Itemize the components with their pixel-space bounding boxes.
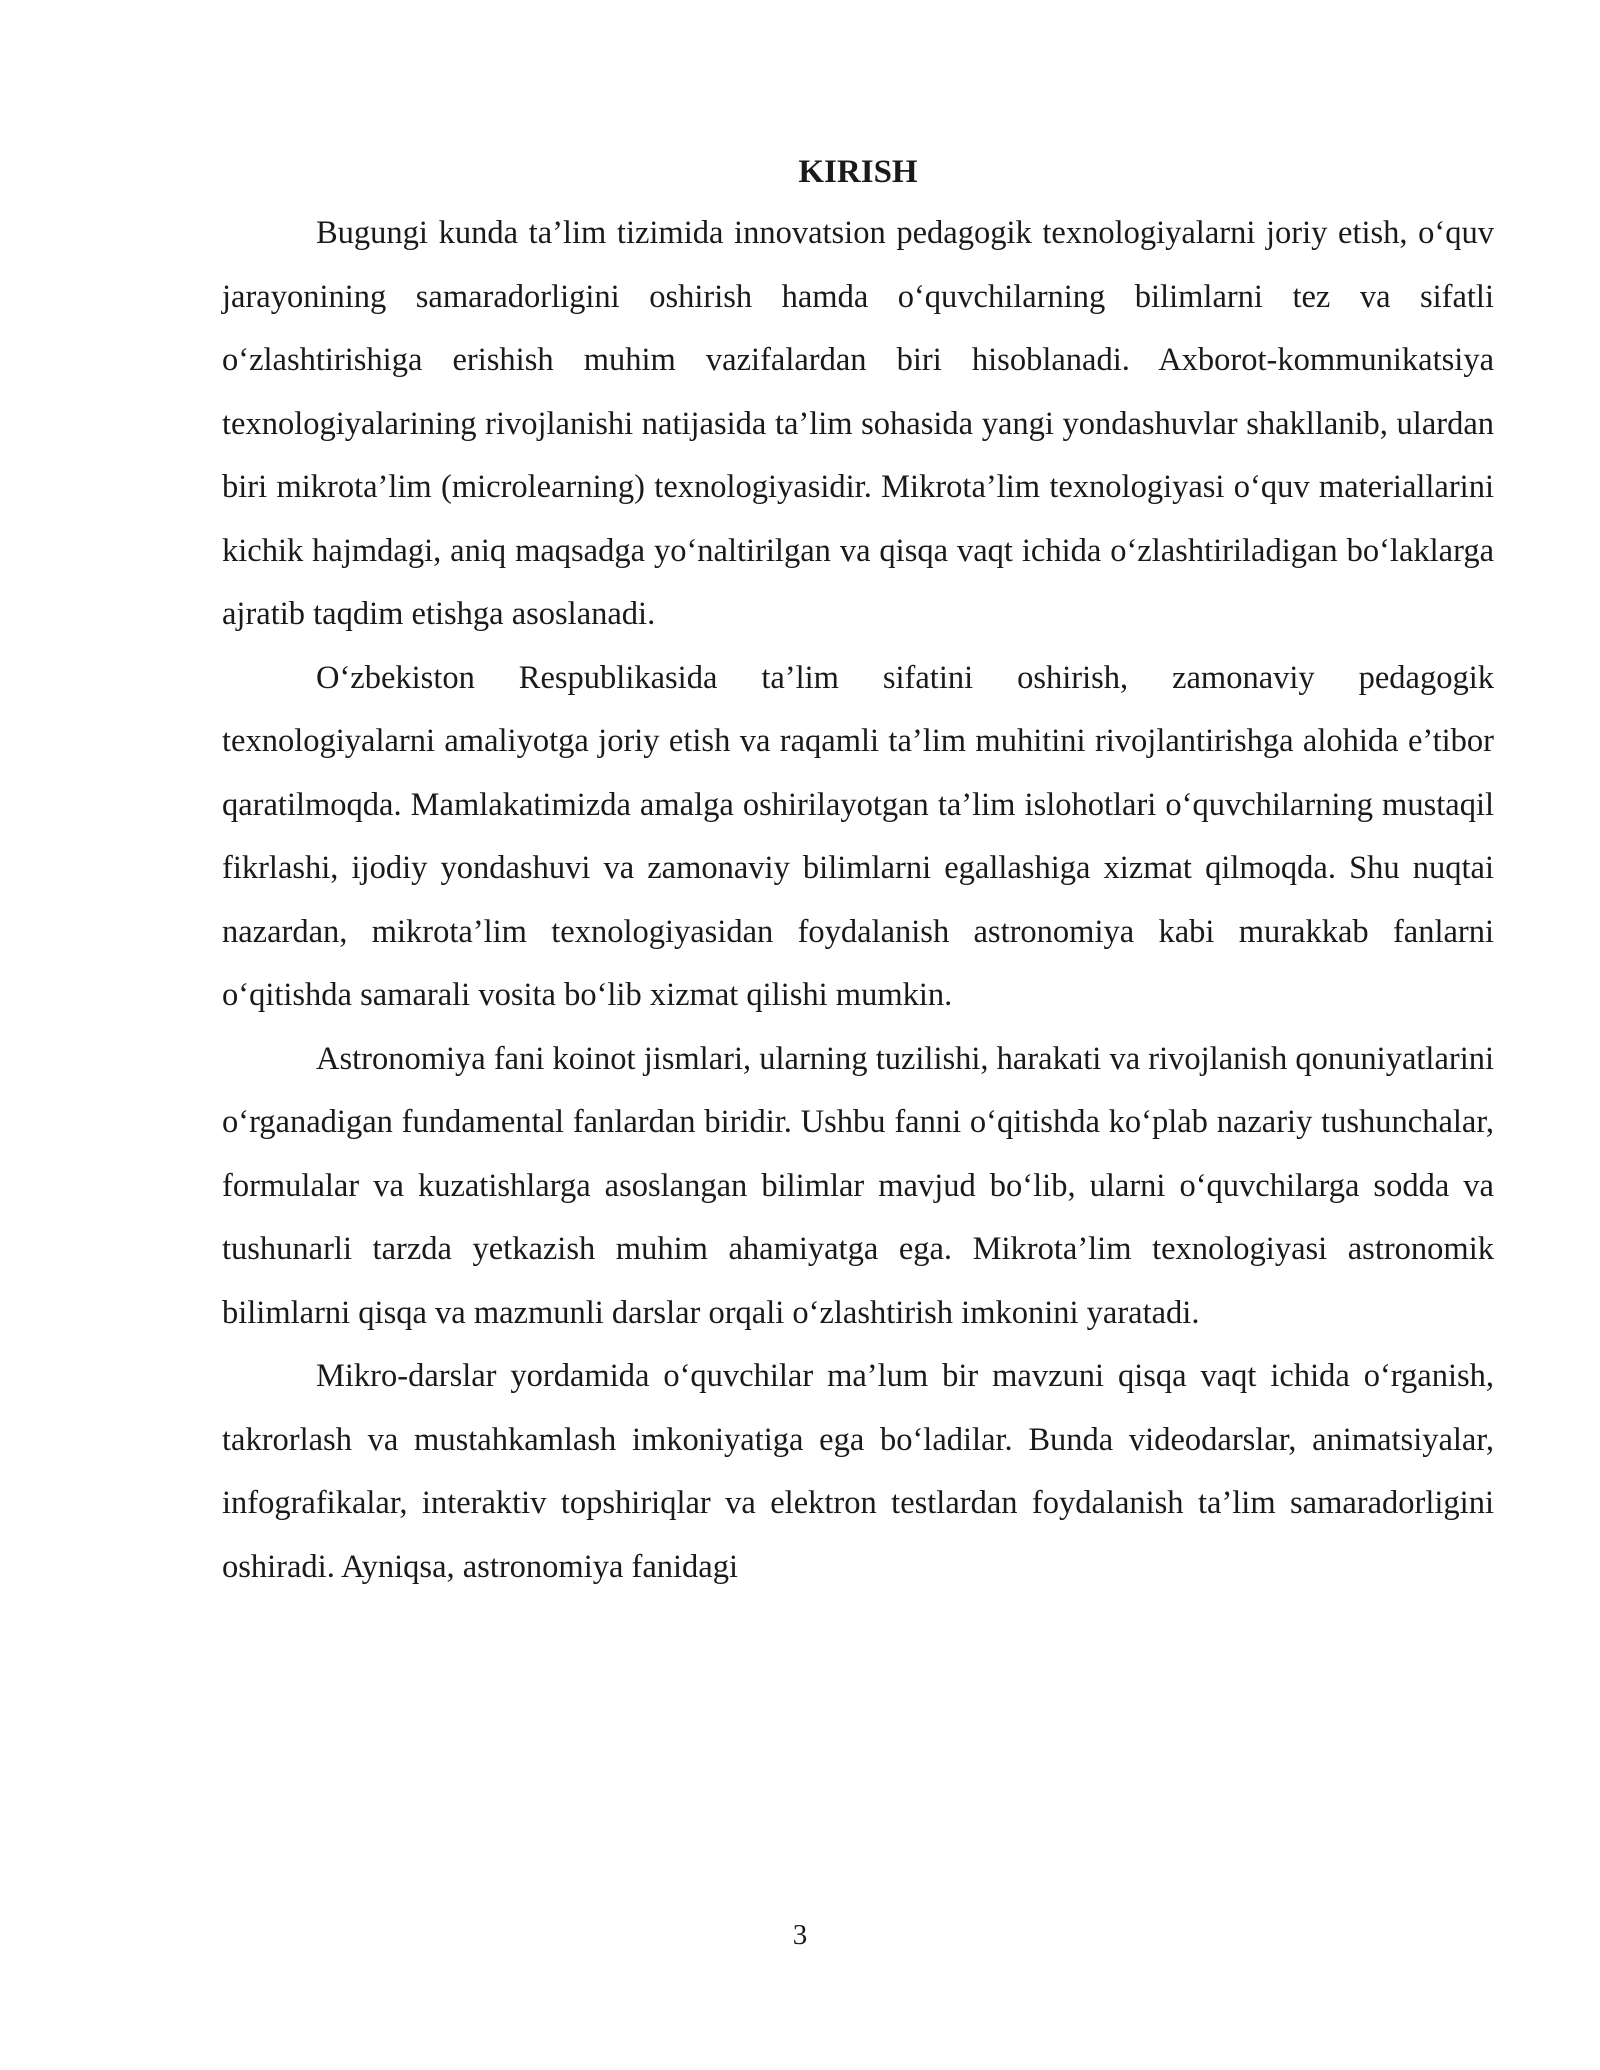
document-page (222, 150, 1494, 1599)
paragraph-3: Astronomiya fani koinot jismlari, ularning tuzilishi, harakati va rivojlanish qonuniyatlarini o‘rganadigan fundamental fanlardan biridir. Ushbu fanni o‘qitishda ko‘plab nazariy tushunchalar, formulalar va kuzatishlarga asoslangan bilimlar mavjud bo‘lib, ularni o‘quvchilarga sodda va tushunarli tarzda yetkazish muhim ahamiyatga ega. Mikrota’lim texnologiyasi astronomik bilimlarni qisqa va mazmunli darslar orqali o‘zlashtirish imkonini yaratadi. (222, 1040, 1494, 1331)
section-title: KIRISH (798, 154, 918, 190)
page-number: 3 (792, 1919, 808, 1951)
paragraph-1: Bugungi kunda ta’lim tizimida innovatsion pedagogik texnologiyalarni joriy etish, o‘quv jarayonining samaradorligini oshirish hamda o‘quvchilarning bilimlarni tez va sifatli o‘zlashtirishiga erishish muhim vazifalardan biri hisoblanadi. Axborot-kommunikatsiya texnologiyalarining rivojlanishi natijasida ta’lim sohasida yangi yondashuvlar shakllanib, ulardan biri mikrota’lim (microlearning) texnologiyasidir. Mikrota’lim texnologiyasi o‘quv materiallarini kichik hajmdagi, aniq maqsadga yo‘naltirilgan va qisqa vaqt ichida o‘zlashtiriladigan bo‘laklarga ajratib taqdim etishga asoslanadi. (222, 215, 1494, 632)
paragraph-2: O‘zbekiston Respublikasida ta’lim sifatini oshirish, zamonaviy pedagogik texnologiyalarni amaliyotga joriy etish va raqamli ta’lim muhitini rivojlantirishga alohida e’tibor qaratilmoqda. Mamlakatimizda amalga oshirilayotgan ta’lim islohotlari o‘quvchilarning mustaqil fikrlashi, ijodiy yondashuvi va zamonaviy bilimlarni egallashiga xizmat qilmoqda. Shu nuqtai nazardan, mikrota’lim texnologiyasidan foydalanish astronomiya kabi murakkab fanlarni o‘qitishda samarali vosita bo‘lib xizmat qilishi mumkin. (222, 659, 1494, 1013)
paragraph-4: Mikro-darslar yordamida o‘quvchilar ma’lum bir mavzuni qisqa vaqt ichida o‘rganish, takrorlash va mustahkamlash imkoniyatiga ega bo‘ladilar. Bunda videodarslar, animatsiyalar, infografikalar, interaktiv topshiriqlar va elektron testlardan foydalanish ta’lim samaradorligini oshiradi. Ayniqsa, astronomiya fanidagi (222, 1358, 1494, 1585)
